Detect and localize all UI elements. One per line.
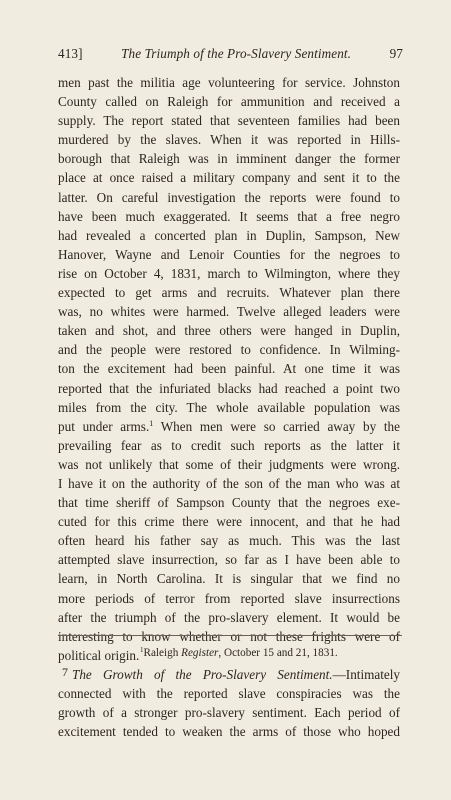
running-header xyxy=(58,46,403,62)
line-text: attempted slave insurrection, so far as I have been able to xyxy=(58,552,400,568)
text-line xyxy=(58,111,400,130)
line-text: cuted for this crime there were innocent, and that he had xyxy=(58,514,400,530)
text-line xyxy=(58,207,400,226)
line-text: and the people were restored to confidence. In Wilming- xyxy=(58,342,400,358)
text-line xyxy=(58,703,400,722)
line-text: supply. The report stated that seventeen families had been xyxy=(58,113,400,129)
line-text: after the triumph of the pro-slavery element. It would be xyxy=(58,609,400,625)
text-line xyxy=(58,417,400,436)
line-text: rise on October 4, 1831, march to Wilmington, where they xyxy=(58,265,400,281)
text-line xyxy=(58,92,400,111)
line-text: connected with the reported slave conspiracies was the xyxy=(58,686,400,701)
header-title: The Triumph of the Pro-Slavery Sentiment. xyxy=(121,46,352,61)
text-line xyxy=(58,149,400,168)
text-line xyxy=(58,168,400,187)
text-line xyxy=(58,722,400,741)
line-text: political origin. xyxy=(58,647,140,663)
footnote-text-before: Raleigh xyxy=(143,647,182,659)
line-text: I have it on the authority of the son of the man who was at xyxy=(58,475,400,491)
line-text: ton the excitement had been painful. At one time it was xyxy=(58,361,400,377)
line-text: have been much exaggerated. It seems that a free negro xyxy=(58,208,400,224)
footnote-reference: 1 xyxy=(149,418,154,428)
line-text: expected to get arms and recruits. Whatever plan there xyxy=(58,285,400,301)
line-text: put under arms. xyxy=(58,418,150,434)
line-text: that time sheriff of Sampson County that the negroes exe- xyxy=(58,495,400,511)
line-text: County called on Raleigh for ammunition and received a xyxy=(58,94,400,110)
footnote xyxy=(140,647,338,659)
line-text: growth of a stronger pro-slavery sentiment. Each period of xyxy=(58,705,400,721)
text-line xyxy=(58,283,400,302)
text-line xyxy=(58,340,400,359)
text-line xyxy=(58,302,400,321)
footnote-rule xyxy=(58,635,402,636)
line-text: was, no whites were harmed. Twelve alleged leaders were xyxy=(58,304,400,320)
text-line xyxy=(58,264,400,283)
line-text: had revealed a concerted plan in Duplin, Sampson, New xyxy=(58,227,400,243)
line-text: often heard his father say as much. This was the last xyxy=(58,533,400,549)
text-line xyxy=(58,589,400,608)
text-line xyxy=(58,608,400,627)
section-heading: The Growth of the Pro-Slavery Sentiment. xyxy=(72,666,333,682)
text-line xyxy=(58,569,400,588)
text-line xyxy=(58,226,400,245)
text-line xyxy=(58,398,400,417)
signature-mark: 7 xyxy=(62,665,68,679)
header-section-mark: 413] xyxy=(58,46,83,61)
line-text: place at once raised a military company and sent it to the xyxy=(58,170,400,186)
text-line xyxy=(58,684,400,703)
text-line xyxy=(58,245,400,264)
text-line xyxy=(58,455,400,474)
line-text: men past the militia age volunteering for service. Johnston xyxy=(58,75,400,90)
text-line xyxy=(58,531,400,550)
text-line xyxy=(58,73,400,92)
text-line xyxy=(58,512,400,531)
text-line xyxy=(58,665,400,684)
text-line xyxy=(58,188,400,207)
footnote-text-after: , October 15 and 21, 1831. xyxy=(218,647,338,659)
line-text: latter. On careful investigation the reports were found to xyxy=(58,189,400,205)
line-text: interesting to know whether or not these frights were of xyxy=(58,628,400,644)
text-line xyxy=(58,493,400,512)
line-text: learn, in North Carolina. It is singular that we find no xyxy=(58,571,400,587)
line-text: miles from the city. The whole available population was xyxy=(58,399,400,415)
line-text-rest: When men were so carried away by the xyxy=(153,418,400,434)
text-line xyxy=(58,474,400,493)
line-text: more periods of terror from reported slave insurrections xyxy=(58,590,400,606)
text-line xyxy=(58,436,400,455)
footnote-marker: 1 xyxy=(140,646,144,654)
text-line xyxy=(58,627,400,646)
footnote-italic: Register xyxy=(181,647,219,659)
text-line xyxy=(58,130,400,149)
text-line xyxy=(58,321,400,340)
page-number: 97 xyxy=(389,46,403,61)
body-text xyxy=(58,73,400,741)
line-text: borough that Raleigh was in imminent danger the former xyxy=(58,151,400,167)
line-text: taken and shot, and three others were hanged in Duplin, xyxy=(58,323,400,339)
text-line xyxy=(58,550,400,569)
line-text: prevailing fear as to credit such reports as the latter it xyxy=(58,437,400,453)
line-text: Hanover, Wayne and Lenoir Counties for the negroes to xyxy=(58,246,400,262)
line-text: was not unlikely that some of their judgments were wrong. xyxy=(58,456,400,472)
line-text: excitement tended to weaken the arms of those who hoped xyxy=(58,724,400,740)
text-line xyxy=(58,359,400,378)
line-text: murdered by the slaves. When it was reported in Hills- xyxy=(58,132,400,148)
line-text-rest: —Intimately xyxy=(332,666,400,682)
text-line xyxy=(58,379,400,398)
line-text: reported that the infuriated blacks had reached a point two xyxy=(58,380,400,396)
